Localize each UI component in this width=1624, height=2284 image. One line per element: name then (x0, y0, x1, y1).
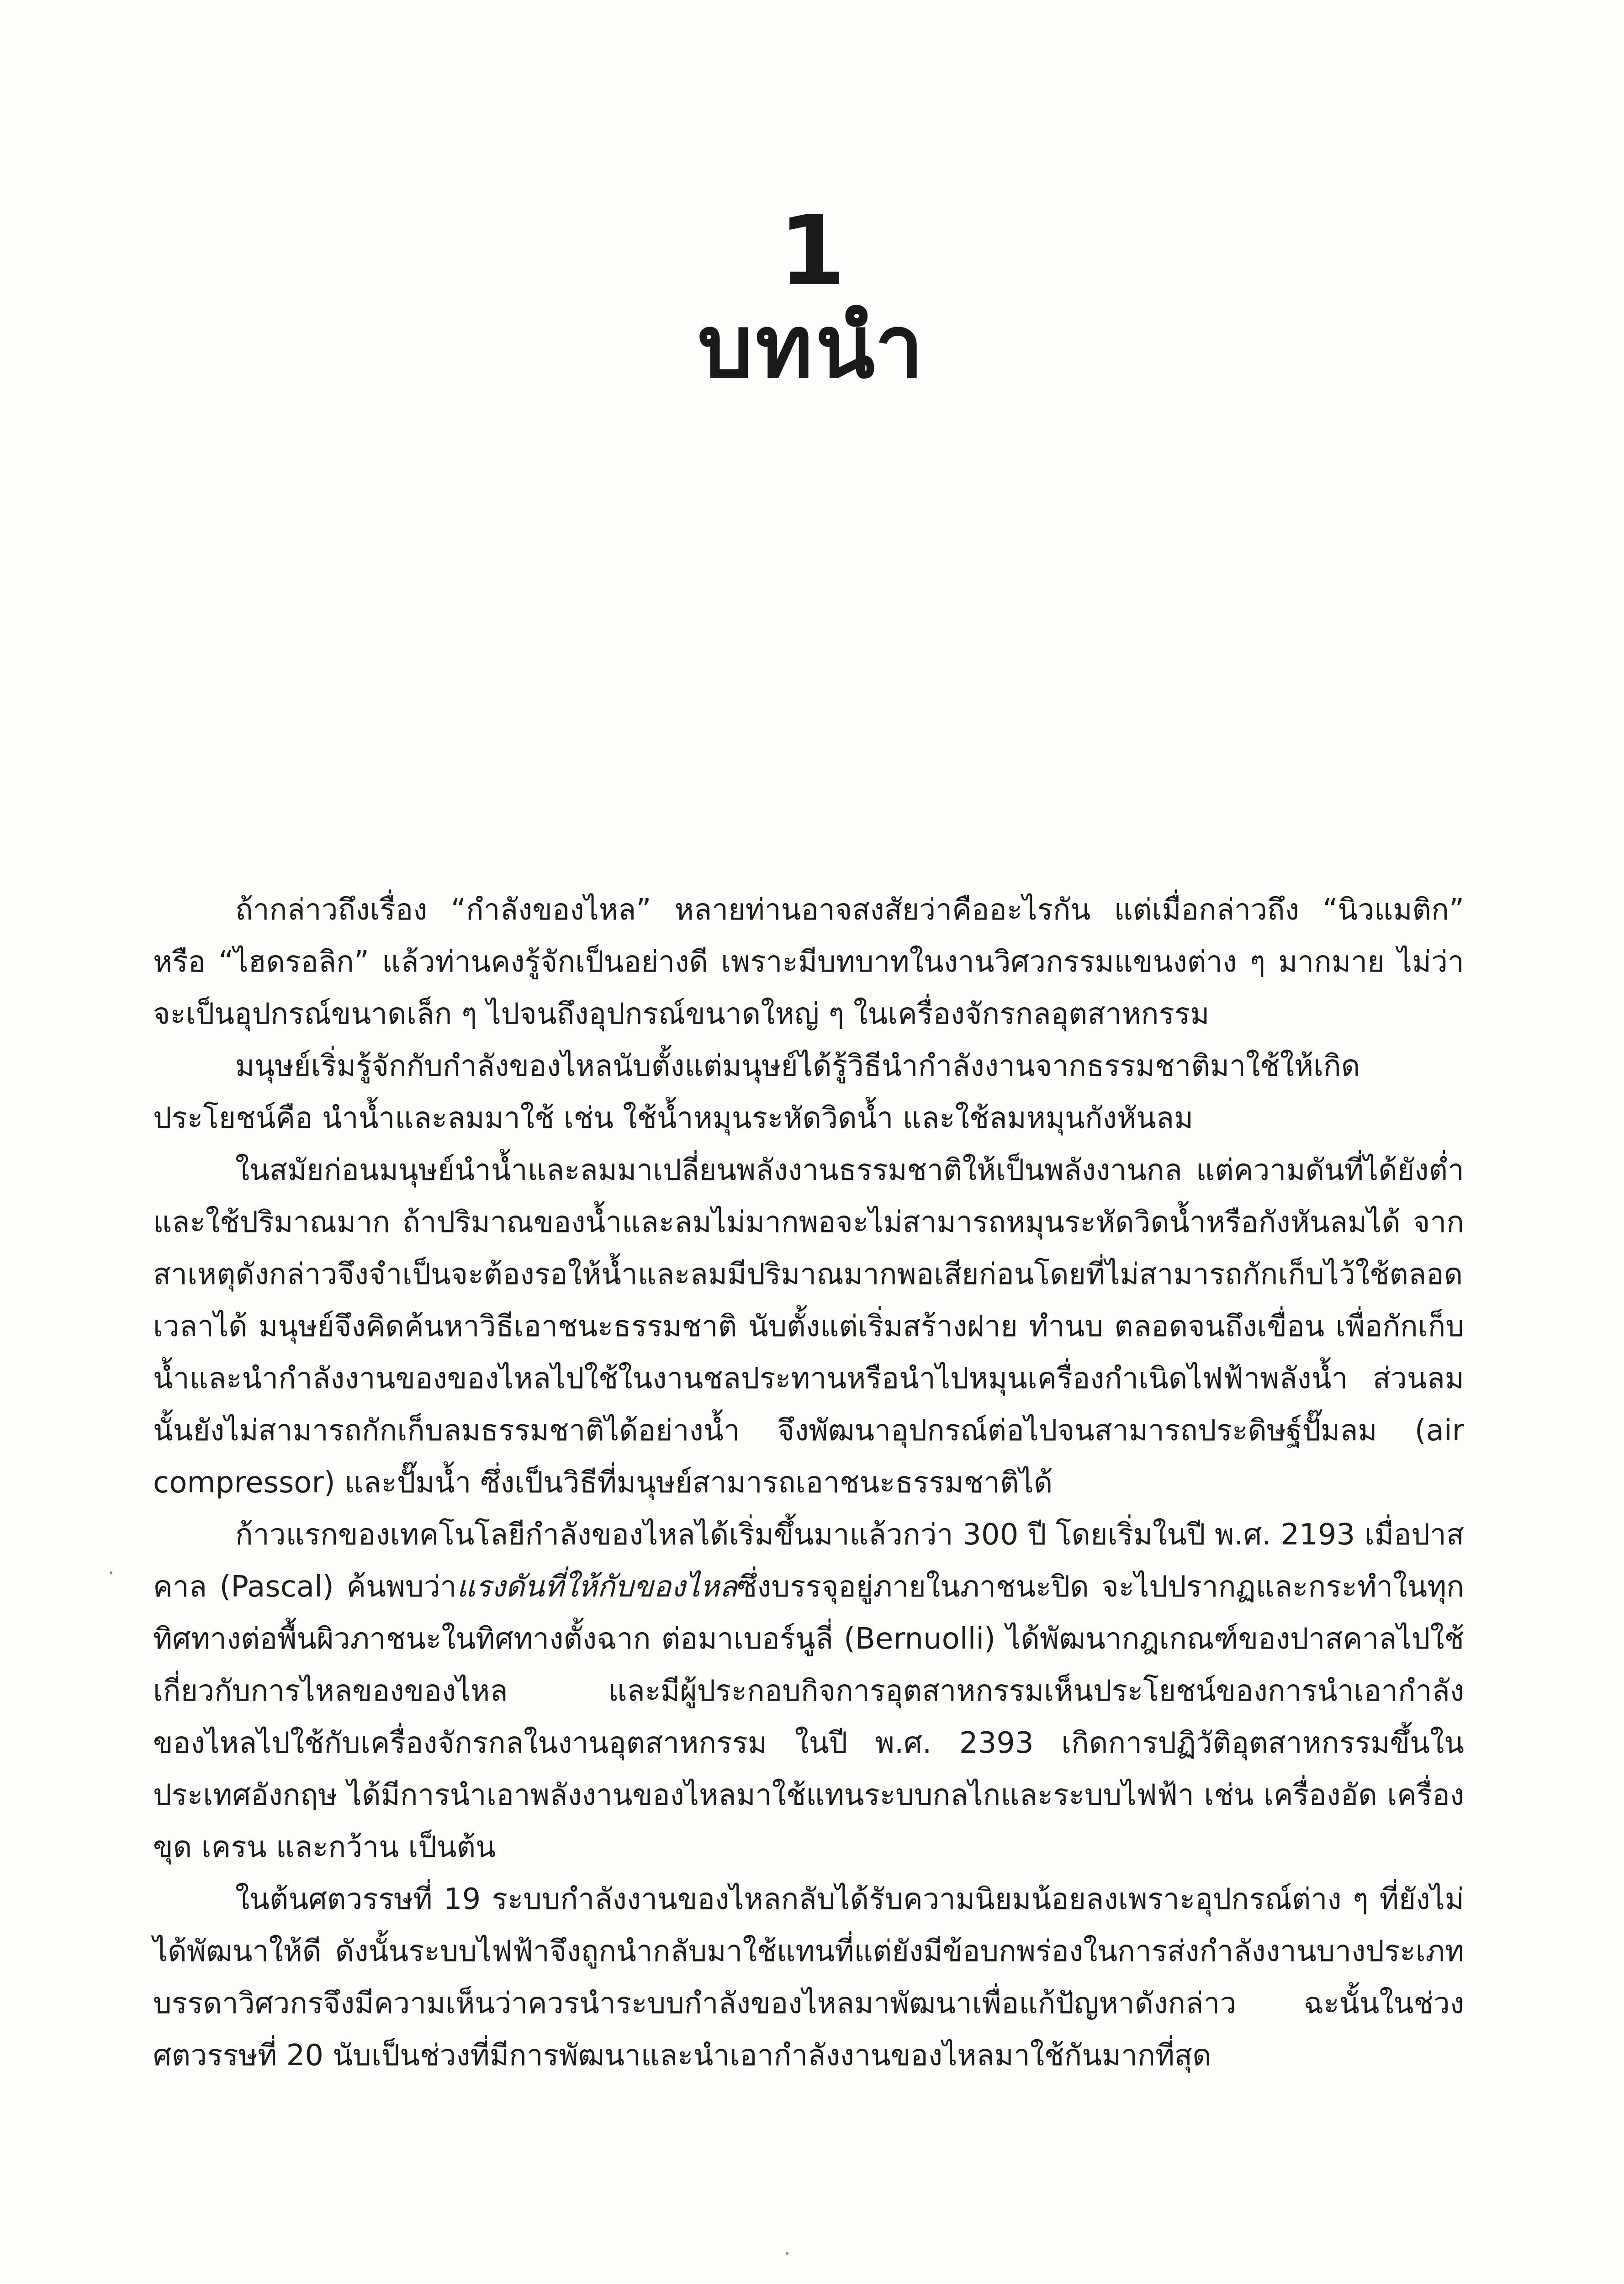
paragraph-3: ในสมัยก่อนมนุษย์นำน้ำและลมมาเปลี่ยนพลังงานธรรมชาติให้เป็นพลังงานกล แต่ความดันที่ได้ยังต่ำและใช้ปริมาณมาก ถ้าปริมาณของน้ำและลมไม่มากพอจะไม่สามารถหมุนระหัดวิดน้ำหรือกังหันลมได้ จากสาเหตุดังกล่าวจึงจำเป็นจะต้องรอให้น้ำและลมมีปริมาณมากพอเสียก่อนโดยที่ไม่สามารถกักเก็บไว้ใช้ตลอดเวลาได้ มนุษย์จึงคิดค้นหาวิธีเอาชนะธรรมชาติ นับตั้งแต่เริ่มสร้างฝาย ทำนบ ตลอดจนถึงเขื่อน เพื่อกักเก็บน้ำและนำกำลังงานของของไหลไปใช้ในงานชลประทานหรือนำไปหมุนเครื่องกำเนิดไฟฟ้าพลังน้ำ ส่วนลมนั้นยังไม่สามารถกักเก็บลมธรรมชาติได้อย่างน้ำ จึงพัฒนาอุปกรณ์ต่อไปจนสามารถประดิษฐ์ปั๊มลม (air compressor) และปั๊มน้ำ ซึ่งเป็นวิธีที่มนุษย์สามารถเอาชนะธรรมชาติได้ (153, 1153, 1464, 1500)
paragraph-4-text-after: ซึ่งบรรจุอยู่ภายในภาชนะปิด จะไปปรากฏและกระทำในทุกทิศทางต่อพื้นผิวภาชนะในทิศทางตั้งฉาก ต่อมาเบอร์นูลี่ (Bernuolli) ได้พัฒนากฎเกณฑ์ของปาสคาลไปใช้เกี่ยวกับการไหลของของไหล และมีผู้ประกอบกิจการอุตสาหกรรมเห็นประโยชน์ของการนำเอากำลังของไหลไปใช้กับเครื่องจักรกลในงานอุตสาหกรรม ในปี พ.ศ. 2393 เกิดการปฏิวัติอุตสาหกรรมขึ้นในประเทศอังกฤษ ได้มีการนำเอาพลังงานของไหลมาใช้แทนระบบกลไกและระบบไฟฟ้า เช่น เครื่องอัด เครื่องขุด เครน และกว้าน เป็นต้น (153, 1570, 1464, 1864)
scan-speck (110, 1571, 112, 1574)
paragraph-5: ในต้นศตวรรษที่ 19 ระบบกำลังงานของไหลกลับได้รับความนิยมน้อยลงเพราะอุปกรณ์ต่าง ๆ ที่ยังไม่ได้พัฒนาให้ดี ดังนั้นระบบไฟฟ้าจึงถูกนำกลับมาใช้แทนที่แต่ยังมีข้อบกพร่องในการส่งกำลังงานบางประเภท บรรดาวิศวกรจึงมีความเห็นว่าควรนำระบบกำลังของไหลมาพัฒนาเพื่อแก้ปัญหาดังกล่าว ฉะนั้นในช่วงศตวรรษที่ 20 นับเป็นช่วงที่มีการพัฒนาและนำเอากำลังงานของไหลมาใช้กันมากที่สุด (153, 1882, 1464, 2073)
paragraph-1: ถ้ากล่าวถึงเรื่อง “กำลังของไหล” หลายท่านอาจสงสัยว่าคืออะไรกัน แต่เมื่อกล่าวถึง “นิวแมติก” หรือ “ไฮดรอลิก” แล้วท่านคงรู้จักเป็นอย่างดี เพราะมีบทบาทในงานวิศวกรรมแขนงต่าง ๆ มากมาย ไม่ว่าจะเป็นอุปกรณ์ขนาดเล็ก ๆ ไปจนถึงอุปกรณ์ขนาดใหญ่ ๆ ในเครื่องจักรกลอุตสาหกรรม (153, 893, 1464, 1031)
scan-speck (786, 2252, 788, 2255)
paragraph-2: มนุษย์เริ่มรู้จักกับกำลังของไหลนับตั้งแต่มนุษย์ได้รู้วิธีนำกำลังงานจากธรรมชาติมาใช้ให้เกิดประโยชน์คือ นำน้ำและลมมาใช้ เช่น ใช้น้ำหมุนระหัดวิดน้ำ และใช้ลมหมุนกังหันลม (153, 1049, 1360, 1135)
paragraph-4 (153, 1509, 1464, 1873)
body-text (153, 884, 1464, 2082)
chapter-title: บทนำ (698, 296, 926, 397)
paragraph-4-emphasis: แรงดันที่ให้กับของไหล (456, 1570, 737, 1604)
chapter-number: 1 (778, 195, 846, 307)
paragraph-4-text-before: ก้าวแรกของเทคโนโลยีกำลังของไหลได้เริ่มขึ้นมาแล้วกว่า 300 ปี โดยเริ่มในปี พ.ศ. 2193 เมื่อปาสคาล (Pascal) ค้นพบว่า (153, 1518, 1464, 1604)
